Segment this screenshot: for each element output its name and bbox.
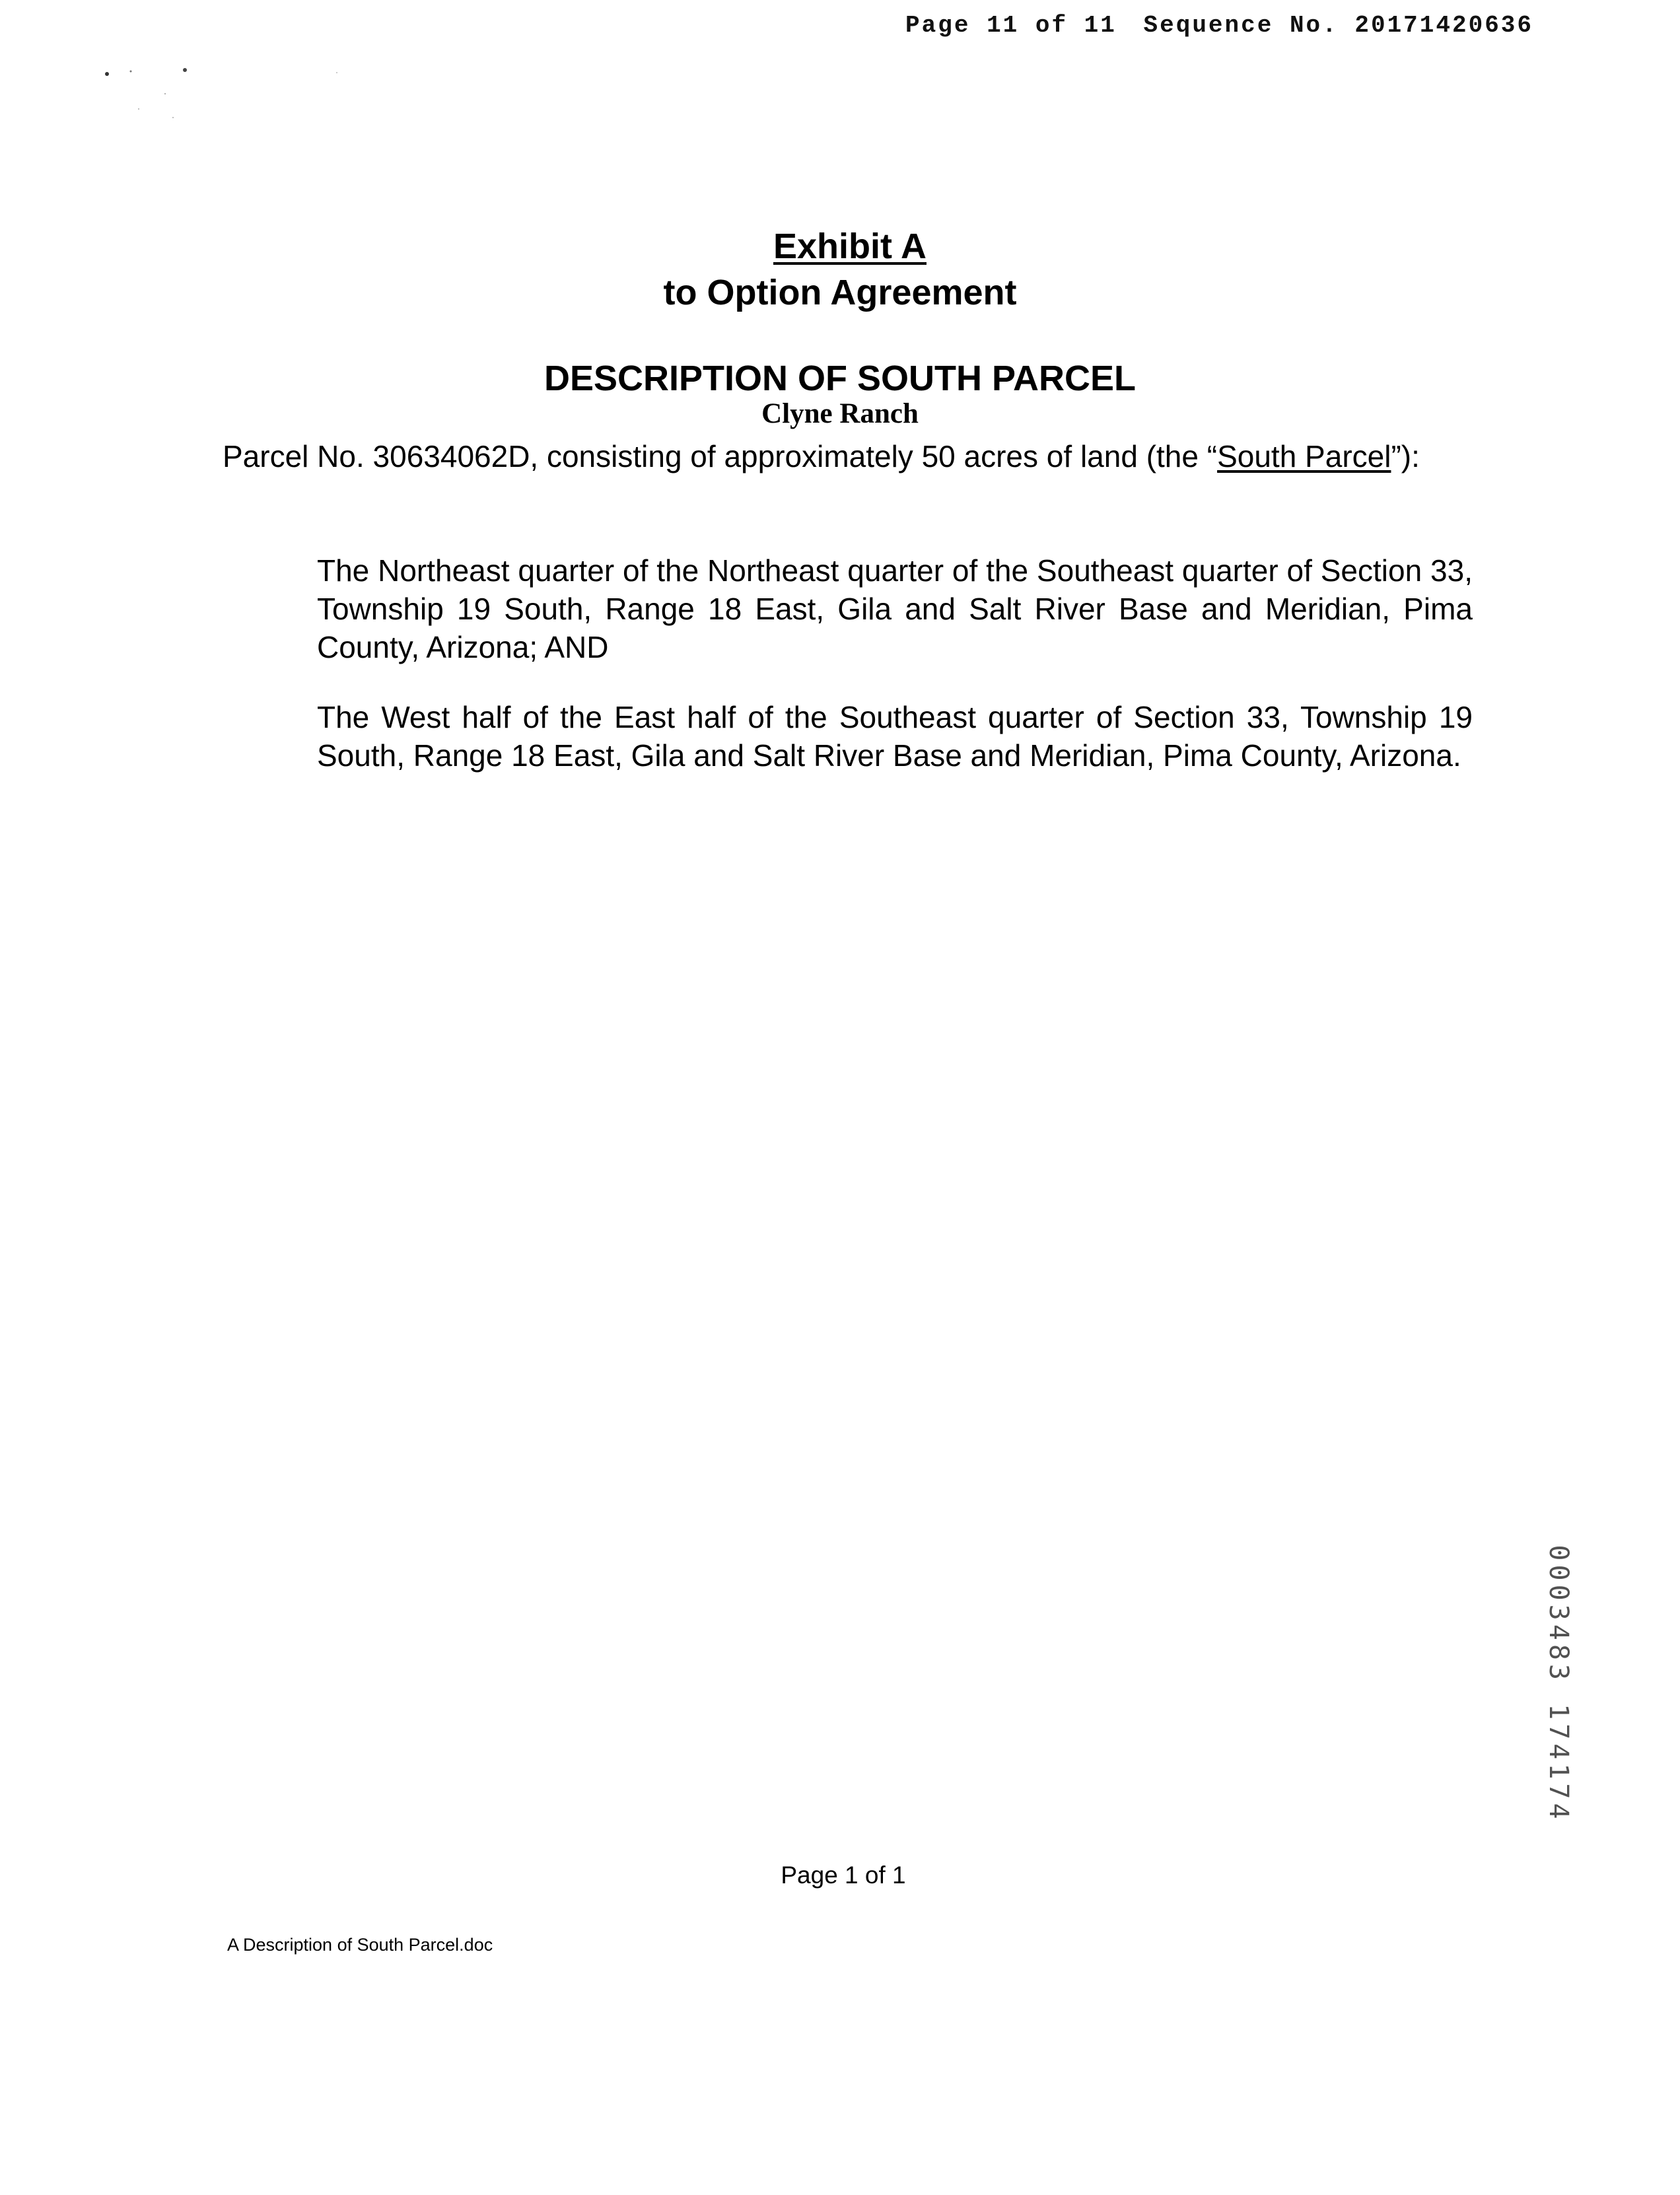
exhibit-title: Exhibit A bbox=[773, 226, 927, 266]
intro-prefix: Parcel No. 30634062D, consisting of approximately 50 acres of land (the “ bbox=[223, 439, 1218, 473]
intro-paragraph bbox=[223, 437, 1473, 475]
recording-stamp-text: 0003483 174174 bbox=[1543, 1545, 1574, 1823]
header-page-info: Page 11 of 11 bbox=[905, 12, 1117, 39]
header-sequence-number: Sequence No. 20171420636 bbox=[1143, 12, 1533, 39]
title-block bbox=[0, 223, 1680, 429]
exhibit-subtitle: to Option Agreement bbox=[663, 273, 1017, 312]
page-number: Page 1 of 1 bbox=[781, 1862, 906, 1889]
file-name: A Description of South Parcel.doc bbox=[227, 1935, 493, 1955]
intro-suffix: ”): bbox=[1391, 439, 1420, 473]
legal-description-1: The Northeast quarter of the Northeast quarter of the Southeast quarter of Section 33, Township 19 South, Range 18 East, Gila and Salt River Base and Meridian, Pima County, Arizona; AND bbox=[317, 553, 1473, 664]
ranch-name: Clyne Ranch bbox=[761, 398, 919, 429]
section-heading: DESCRIPTION OF SOUTH PARCEL bbox=[543, 359, 1137, 398]
scan-specks bbox=[99, 59, 350, 139]
recording-stamp bbox=[1519, 1545, 1598, 1823]
legal-description-2: The West half of the East half of the Southeast quarter of Section 33, Township 19 South, Range 18 East, Gila and Salt River Base and Meridian, Pima County, Arizona. bbox=[317, 700, 1473, 773]
defined-term: South Parcel bbox=[1217, 439, 1391, 473]
recorder-header bbox=[905, 12, 1533, 39]
